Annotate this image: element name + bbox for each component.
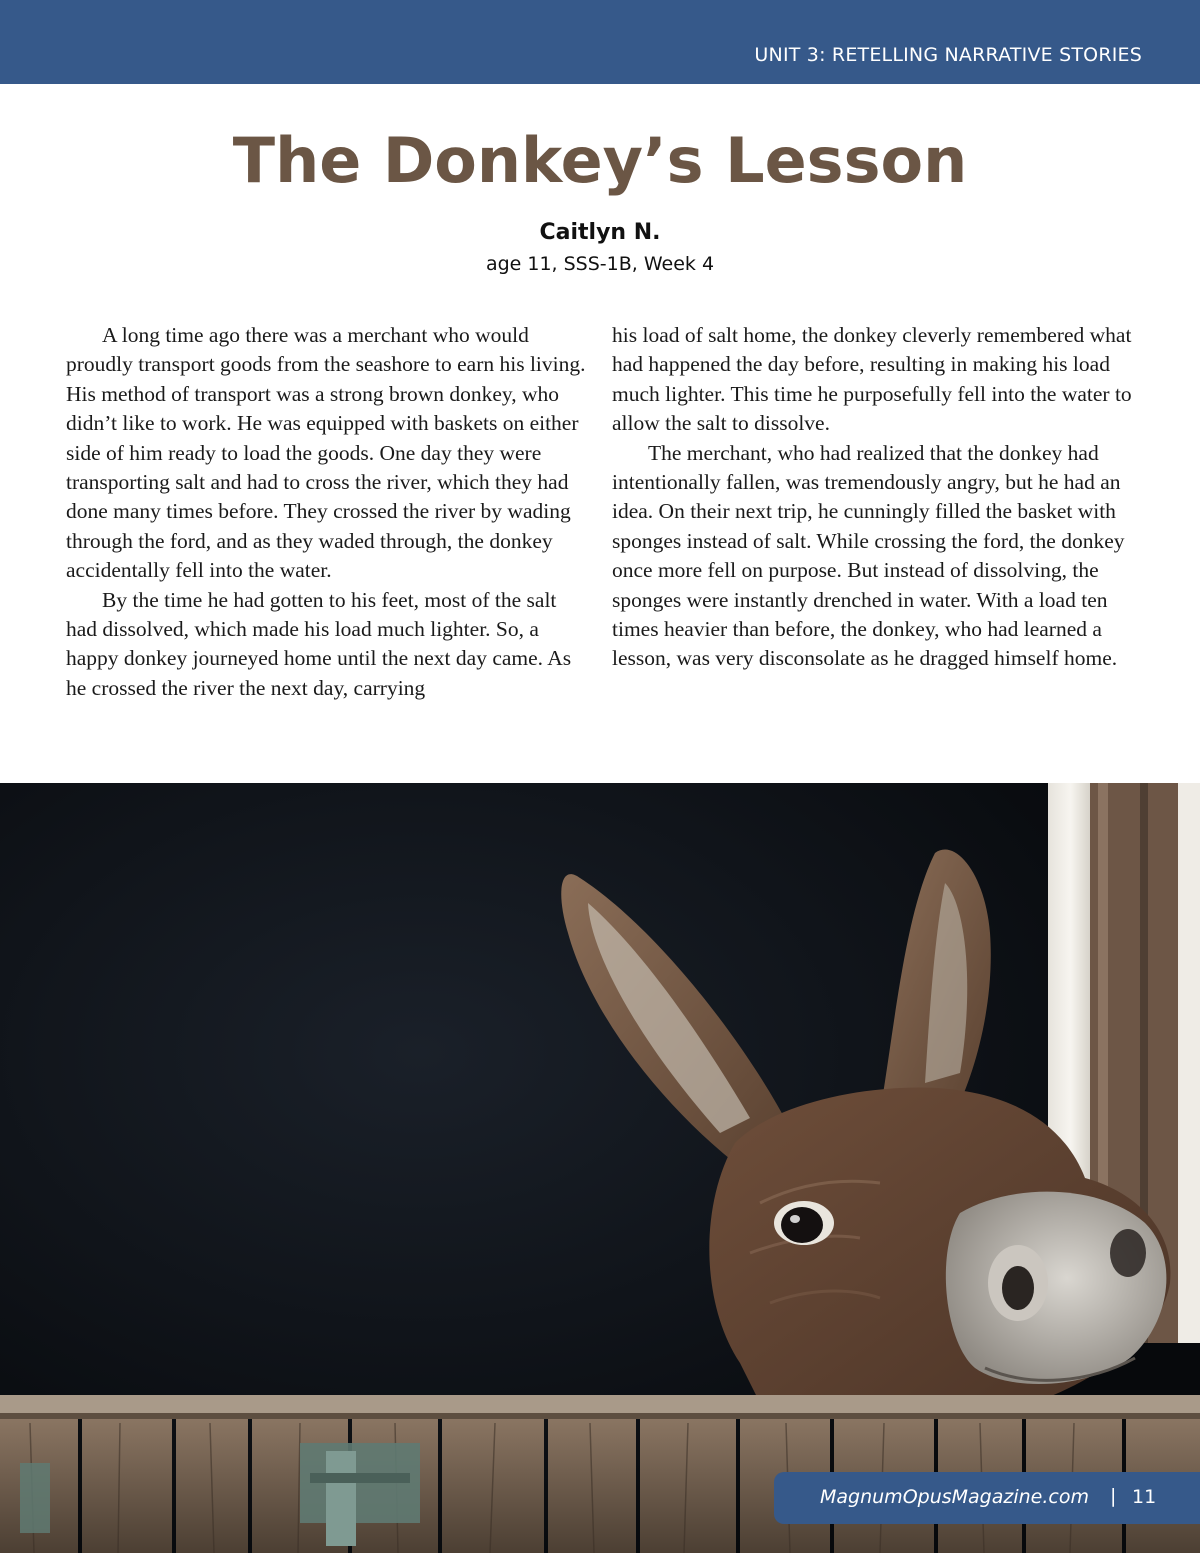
author-meta: age 11, SSS-1B, Week 4 bbox=[485, 253, 715, 275]
paragraph: The merchant, who had realized that the donkey had intentionally fallen, was tremendously angry, but he had an idea. On their next trip, he cunningly filled the basket with sponges instead of salt. While crossing the ford, the donkey once more fell on purpose. But instead of dissolving, the sponges were instantly drenched in water. With a load ten times heavier than before, the donkey, who had learned a lesson, was very disconsolate as he dragged himself home. bbox=[612, 440, 1125, 671]
footer-site-link[interactable]: MagnumOpusMagazine.com bbox=[820, 1486, 1089, 1508]
paragraph: A long time ago there was a merchant who would proudly transport goods from the seashore to earn his living. His method of transport was a strong brown donkey, who didn’t like to work. He was equipped with baskets on either side of him ready to load the goods. One day they were transporting salt and had to cross the river, which they had done many times before. They crossed the river by wading through the ford, and as they waded through, the donkey accidentally fell into the water. bbox=[66, 323, 586, 583]
unit-label: UNIT 3: RETELLING NARRATIVE STORIES bbox=[754, 44, 1142, 66]
header-bar bbox=[0, 0, 1200, 84]
page-number: 11 bbox=[1132, 1486, 1157, 1508]
author-name: Caitlyn N. bbox=[539, 220, 661, 245]
article-column-left bbox=[66, 321, 590, 703]
footer-pill bbox=[774, 1472, 1200, 1524]
article-column-right bbox=[612, 321, 1142, 674]
donkey-photo bbox=[0, 783, 1200, 1553]
paragraph: By the time he had gotten to his feet, most of the salt had dissolved, which made his load much lighter. So, a happy donkey journeyed home until the next day came. As he crossed the river the next day, carrying bbox=[66, 587, 572, 700]
paragraph: his load of salt home, the donkey cleverly remembered what had happened the day before, resulting in making his load much lighter. This time he purposefully fell into the water to allow the salt to dissolve. bbox=[612, 323, 1132, 436]
article-title: The Donkey’s Lesson bbox=[232, 124, 968, 197]
footer-separator: | bbox=[1110, 1485, 1117, 1507]
